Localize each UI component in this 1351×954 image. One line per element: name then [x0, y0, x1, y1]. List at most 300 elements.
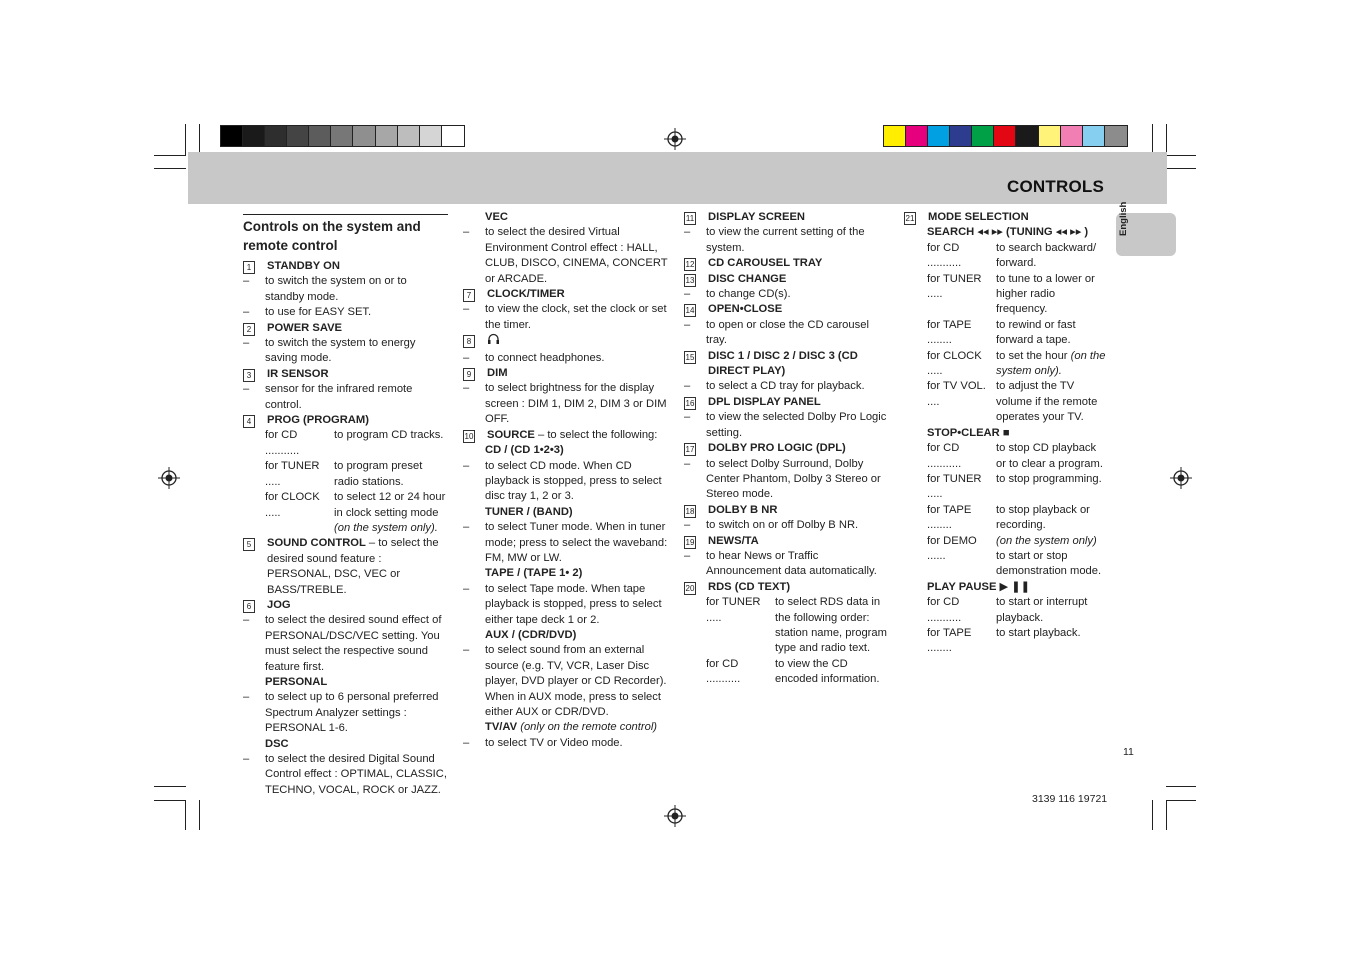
item-body: [485, 302, 668, 333]
item-body: [265, 752, 448, 798]
list-item: [463, 225, 668, 287]
item-body: [706, 410, 889, 441]
item-description: to select TV or Video mode.: [485, 736, 623, 749]
item-body: [708, 441, 846, 456]
mode-row: [904, 595, 1109, 626]
list-item: [243, 536, 448, 598]
dash-marker: –: [243, 383, 250, 396]
list-item: [463, 210, 668, 225]
mode-row: [904, 318, 1109, 349]
color-swatch: [1061, 126, 1083, 146]
item-number-badge: 17: [685, 445, 695, 455]
dash-marker: –: [684, 318, 691, 331]
list-item: [463, 520, 668, 566]
item-description: to select Tuner mode. When in tuner mode; press to select the waveband: FM, MW or LW.: [485, 521, 668, 564]
dash-marker: –: [463, 382, 470, 395]
item-body: [485, 628, 576, 643]
list-item: [243, 613, 448, 675]
item-label: IR SENSOR: [267, 367, 329, 380]
item-description: to change CD(s).: [706, 288, 791, 301]
crop-mark: [1166, 800, 1196, 801]
list-item: [243, 336, 448, 367]
dash-marker: –: [463, 644, 470, 657]
item-body: [265, 274, 448, 305]
mode-text: to select RDS data in the following order: station name, program type and radio text.: [775, 596, 887, 655]
crop-mark: [185, 124, 186, 156]
item-body: [265, 336, 448, 367]
item-number-badge: 19: [685, 537, 695, 547]
list-item: [684, 534, 889, 549]
dash-marker: –: [684, 380, 691, 393]
item-number-badge: 16: [685, 398, 695, 408]
list-item: [463, 443, 668, 458]
mode-text: to search backward/ forward.: [996, 241, 1097, 270]
mode-row: [904, 534, 1109, 580]
mode-row: [904, 503, 1109, 534]
item-body: [706, 518, 858, 533]
list-item: [463, 428, 668, 443]
mode-key: for CD ...........: [265, 429, 300, 457]
crop-mark: [185, 800, 186, 830]
item-body: [487, 287, 565, 302]
language-tab-label: English: [1118, 201, 1129, 236]
mode-value: [334, 459, 448, 490]
crop-mark: [154, 168, 186, 169]
item-description: to hear News or Traffic Announcement data automatically.: [706, 549, 877, 578]
mode-note: (on the system only): [996, 534, 1097, 547]
mode-row: [904, 472, 1109, 503]
page-number: 11: [1123, 746, 1134, 758]
mode-value: [334, 490, 448, 536]
list-item: [684, 410, 889, 441]
dash-marker: –: [243, 614, 250, 627]
item-body: [708, 256, 822, 271]
item-body: [708, 503, 777, 518]
mode-value: [996, 441, 1109, 472]
dash-marker: –: [243, 337, 250, 350]
item-description: to view the selected Dolby Pro Logic setting.: [706, 411, 887, 439]
mode-note: (on the system only).: [334, 521, 438, 534]
item-label: MODE SELECTION: [928, 211, 1029, 223]
column-2: [463, 210, 668, 751]
section-label: SEARCH ◂◂ ▸▸ (TUNING ◂◂ ▸▸ ): [927, 226, 1089, 239]
item-number-badge: 7: [463, 289, 475, 302]
item-description: – to select the following:: [534, 428, 658, 441]
mode-key: for TV VOL. ....: [927, 380, 986, 408]
column-4: [904, 210, 1109, 657]
list-item: [243, 259, 448, 274]
item-number-badge: 2: [243, 323, 255, 336]
list-item: [463, 287, 668, 302]
item-label: VEC: [485, 211, 509, 223]
dash-marker: –: [463, 736, 470, 749]
item-body: [708, 210, 805, 225]
list-item: [684, 287, 889, 302]
item-number-badge: 1: [243, 261, 255, 274]
item-label: SOURCE: [487, 428, 535, 441]
color-swatch: [331, 126, 353, 146]
item-label: DSC: [265, 737, 289, 750]
item-body: [265, 305, 371, 320]
item-body: [706, 287, 791, 302]
item-body: [267, 367, 329, 382]
dash-marker: –: [463, 582, 470, 595]
item-body: [708, 272, 786, 287]
color-swatch: [398, 126, 420, 146]
mode-text: to view the CD encoded information.: [775, 657, 880, 686]
item-label: PROG (PROGRAM): [267, 414, 369, 427]
item-number-badge: 11: [685, 214, 695, 223]
item-label: SOUND CONTROL: [267, 537, 366, 550]
mode-text: to program CD tracks.: [334, 429, 444, 442]
mode-text: to set the hour: [996, 349, 1068, 362]
item-label: POWER SAVE: [267, 321, 343, 334]
list-item: [684, 549, 889, 580]
column-3: [684, 210, 889, 688]
item-label: DISPLAY SCREEN: [708, 211, 805, 223]
color-swatch: [950, 126, 972, 146]
item-note: (only on the remote control): [517, 721, 658, 734]
item-description: to open or close the CD carousel tray.: [706, 318, 869, 347]
list-item: [684, 349, 889, 380]
headphones-icon: [487, 333, 500, 345]
item-body: [708, 395, 821, 410]
crop-mark: [154, 800, 186, 801]
item-number-badge: 14: [685, 306, 695, 316]
item-label: STANDBY ON: [267, 260, 340, 272]
item-description: – to select the desired sound feature : PERSONAL, DSC, VEC or BASS/TREBLE.: [267, 537, 439, 596]
item-number-badge: 3: [243, 369, 255, 382]
mode-row: [904, 241, 1109, 272]
mode-key: for TUNER .....: [927, 272, 982, 301]
color-swatch: [376, 126, 398, 146]
list-item: [463, 505, 668, 520]
item-description: to select sound from an external source (e.g. TV, VCR, Laser Disc player, DVD player or CD Recorder). When in AUX mode, press to select either AUX or CDR/DVD.: [485, 644, 667, 718]
item-body: [485, 720, 657, 735]
mode-row: [243, 459, 448, 490]
registration-mark-icon: [664, 128, 686, 150]
list-item: [904, 210, 1109, 225]
item-body: [485, 505, 573, 520]
color-swatch: [353, 126, 375, 146]
mode-text: to stop programming.: [996, 472, 1102, 485]
color-swatch: [442, 126, 464, 146]
mode-text: to start playback.: [996, 626, 1081, 639]
mode-value: [334, 428, 443, 459]
list-item: [684, 395, 889, 410]
item-number-badge: 8: [463, 335, 475, 348]
item-body: [485, 520, 668, 566]
color-swatch: [309, 126, 331, 146]
section-label: PLAY PAUSE ▶ ❚❚: [927, 580, 1030, 593]
page-title: CONTROLS: [1007, 177, 1104, 196]
item-body: [267, 259, 340, 274]
list-item: [243, 690, 448, 736]
list-item: [684, 503, 889, 518]
indent: [463, 566, 485, 581]
item-description: to switch on or off Dolby B NR.: [706, 519, 859, 532]
item-body: [928, 210, 1029, 225]
color-swatch: [972, 126, 994, 146]
item-body: [706, 549, 889, 580]
color-swatch: [928, 126, 950, 146]
item-body: [265, 675, 327, 690]
mode-key: for CD ...........: [706, 657, 741, 686]
list-item: [463, 302, 668, 333]
mode-text: to start or stop demonstration mode.: [996, 549, 1102, 578]
item-number-badge: 9: [463, 368, 475, 381]
item-label: DISC 1 / DISC 2 / DISC 3 (CD DIRECT PLAY): [708, 349, 858, 378]
crop-mark: [1166, 155, 1196, 156]
item-body: [485, 381, 668, 427]
item-body: [485, 443, 564, 458]
mode-key: for CLOCK .....: [927, 349, 982, 378]
mode-value: [996, 626, 1081, 657]
item-description: to view the clock, set the clock or set the timer.: [485, 303, 667, 331]
item-number-badge: 18: [685, 506, 695, 516]
item-description: to select the desired Digital Sound Control effect : OPTIMAL, CLASSIC, TECHNO, VOCAL, ROCK or JAZZ.: [265, 753, 447, 796]
list-item: [463, 366, 668, 381]
list-item: [463, 628, 668, 643]
mode-value: [775, 657, 889, 688]
item-body: [485, 566, 582, 581]
list-item: [463, 459, 668, 505]
list-item: [463, 643, 668, 720]
item-description: to use for EASY SET.: [265, 306, 372, 319]
item-body: [267, 536, 448, 598]
mode-key: for DEMO ......: [927, 534, 977, 562]
registration-mark-icon: [1170, 467, 1192, 489]
mode-note: (on the system only).: [996, 349, 1106, 378]
color-swatch: [1105, 126, 1127, 146]
list-item: [684, 580, 889, 595]
item-body: [487, 428, 657, 443]
language-tab: [1116, 201, 1176, 256]
list-item: [243, 737, 448, 752]
color-swatch: [994, 126, 1016, 146]
color-swatch: [265, 126, 287, 146]
mode-key: for CD ...........: [927, 442, 962, 470]
item-body: [487, 333, 500, 350]
mode-text: to stop playback or recording.: [996, 503, 1090, 532]
dash-marker: –: [463, 459, 470, 472]
indent: [463, 505, 485, 520]
item-body: [706, 379, 865, 394]
list-item: [243, 413, 448, 428]
mode-row: [243, 490, 448, 536]
color-swatch: [1083, 126, 1105, 146]
item-body: [706, 225, 889, 256]
list-item: [243, 274, 448, 305]
mode-row: [684, 595, 889, 657]
dash-marker: –: [463, 351, 470, 364]
mode-key: for TUNER .....: [706, 596, 761, 624]
crop-mark: [199, 800, 200, 830]
item-number-badge: 20: [685, 583, 695, 593]
item-label: CD CAROUSEL TRAY: [708, 257, 823, 270]
dash-marker: –: [684, 288, 691, 301]
mode-key: for TUNER .....: [265, 460, 320, 488]
list-item: [463, 333, 668, 350]
mode-text: to rewind or fast forward a tape.: [996, 318, 1076, 347]
dash-marker: –: [243, 275, 250, 288]
item-label: DOLBY B NR: [708, 503, 778, 516]
mode-key: for TUNER .....: [927, 472, 982, 501]
list-item: [243, 367, 448, 382]
document-code: 3139 116 19721: [1032, 793, 1108, 805]
item-body: [706, 318, 889, 349]
item-label: PERSONAL: [265, 675, 328, 688]
item-body: [708, 349, 889, 380]
mode-key: for TAPE ........: [927, 626, 972, 655]
list-item: [463, 582, 668, 628]
list-item: [243, 321, 448, 336]
list-item: [243, 382, 448, 413]
item-description: to connect headphones.: [485, 351, 605, 364]
item-label: TV/AV: [485, 721, 518, 734]
item-body: [485, 736, 623, 751]
item-number-badge: 5: [243, 538, 255, 551]
item-label: NEWS/TA: [708, 534, 759, 547]
indent: [243, 737, 265, 752]
dash-marker: –: [684, 519, 691, 532]
mode-row: [904, 441, 1109, 472]
dash-marker: –: [684, 226, 691, 239]
item-number-badge: 15: [685, 352, 695, 362]
item-body: [485, 643, 668, 720]
dash-marker: –: [243, 691, 250, 704]
crop-mark: [1166, 786, 1196, 787]
list-item: [463, 566, 668, 581]
item-number-badge: 13: [685, 275, 695, 285]
item-label: DISC CHANGE: [708, 272, 787, 285]
item-label: RDS (CD TEXT): [708, 580, 791, 593]
mode-row: [904, 626, 1109, 657]
item-label: JOG: [267, 598, 291, 611]
section-title: Controls on the system and remote control: [243, 214, 448, 255]
color-swatch: [420, 126, 442, 146]
item-description: to switch the system on or to standby mode.: [265, 275, 407, 303]
mode-text: to program preset radio stations.: [334, 460, 423, 488]
item-label: AUX / (CDR/DVD): [485, 628, 577, 641]
item-body: [265, 613, 448, 675]
list-item: [463, 720, 668, 735]
list-item: [684, 302, 889, 317]
indent: [463, 443, 485, 458]
mode-key: for TAPE ........: [927, 503, 972, 532]
mode-row: [243, 428, 448, 459]
list-item: [684, 518, 889, 533]
list-item: [684, 457, 889, 503]
mode-text: to start or interrupt playback.: [996, 596, 1088, 624]
item-body: [706, 457, 889, 503]
color-swatch: [906, 126, 928, 146]
color-calibration-bar: [883, 125, 1128, 147]
item-label: DOLBY PRO LOGIC (DPL): [708, 442, 846, 455]
item-description: to select up to 6 personal preferred Spectrum Analyzer settings : PERSONAL 1-6.: [265, 691, 439, 735]
item-label: TUNER / (BAND): [485, 505, 573, 518]
item-description: to select the desired Virtual Environment Control effect : HALL, CLUB, DISCO, CINEMA, CONCERT or ARCADE.: [485, 226, 668, 285]
header-band: [188, 152, 1167, 204]
item-body: [265, 737, 289, 752]
item-body: [708, 580, 790, 595]
item-body: [485, 225, 668, 287]
list-item: [243, 598, 448, 613]
item-description: to switch the system to energy saving mode.: [265, 337, 416, 365]
item-description: to select Tape mode. When tape playback is stopped, press to select either tape deck 1 or 2.: [485, 582, 662, 626]
indent: [463, 720, 485, 735]
item-description: to view the current setting of the system.: [706, 226, 865, 254]
list-item: [463, 736, 668, 751]
color-swatch: [1039, 126, 1061, 146]
item-body: [485, 459, 668, 505]
item-body: [708, 534, 759, 549]
item-description: to select the desired sound effect of PERSONAL/DSC/VEC setting. You must select the respective sound feature first.: [265, 614, 442, 673]
mode-value: [996, 595, 1109, 626]
color-swatch: [287, 126, 309, 146]
mode-row: [684, 657, 889, 688]
mode-text: to adjust the TV volume if the remote operates your TV.: [996, 380, 1098, 424]
grayscale-bar: [220, 125, 465, 147]
crop-mark: [154, 786, 186, 787]
mode-key: for TAPE ........: [927, 318, 972, 347]
item-body: [265, 382, 448, 413]
mode-text: to select 12 or 24 hour in clock setting mode: [334, 491, 446, 519]
mode-row: [904, 272, 1109, 318]
item-label: CD / (CD 1•2•3): [485, 444, 564, 457]
mode-value: [996, 503, 1109, 534]
list-item: [684, 225, 889, 256]
list-item: [463, 351, 668, 366]
dash-marker: –: [463, 303, 470, 316]
item-description: to select brightness for the display screen : DIM 1, DIM 2, DIM 3 or DIM OFF.: [485, 382, 667, 426]
list-item: [684, 441, 889, 456]
list-item: [684, 379, 889, 394]
dash-marker: –: [684, 549, 691, 562]
indent: [463, 628, 485, 643]
list-item: [243, 305, 448, 320]
indent: [243, 675, 265, 690]
mode-key: for CD ...........: [927, 596, 962, 624]
crop-mark: [1166, 800, 1167, 830]
mode-value: [996, 272, 1109, 318]
list-item: [463, 381, 668, 427]
color-swatch: [884, 126, 906, 146]
item-body: [485, 210, 508, 225]
item-body: [708, 302, 782, 317]
dash-marker: –: [243, 306, 250, 319]
mode-value: [996, 379, 1109, 425]
item-description: sensor for the infrared remote control.: [265, 383, 413, 411]
item-body: [267, 321, 342, 336]
item-body: [265, 690, 448, 736]
mode-value: [996, 241, 1109, 272]
list-item: [684, 210, 889, 225]
item-label: TAPE / (TAPE 1• 2): [485, 567, 583, 580]
item-number-badge: 10: [464, 431, 474, 441]
item-number-badge: 21: [905, 214, 915, 223]
item-label: CLOCK/TIMER: [487, 288, 565, 301]
item-description: to select Dolby Surround, Dolby Center Phantom, Dolby 3 Stereo or Stereo mode.: [706, 457, 881, 501]
dash-marker: –: [243, 753, 250, 765]
item-body: [485, 351, 604, 366]
item-body: [267, 598, 291, 613]
registration-mark-icon: [158, 467, 180, 489]
dash-marker: –: [463, 226, 470, 239]
list-item: [243, 675, 448, 690]
item-body: [485, 582, 668, 628]
mode-value: [996, 472, 1102, 503]
